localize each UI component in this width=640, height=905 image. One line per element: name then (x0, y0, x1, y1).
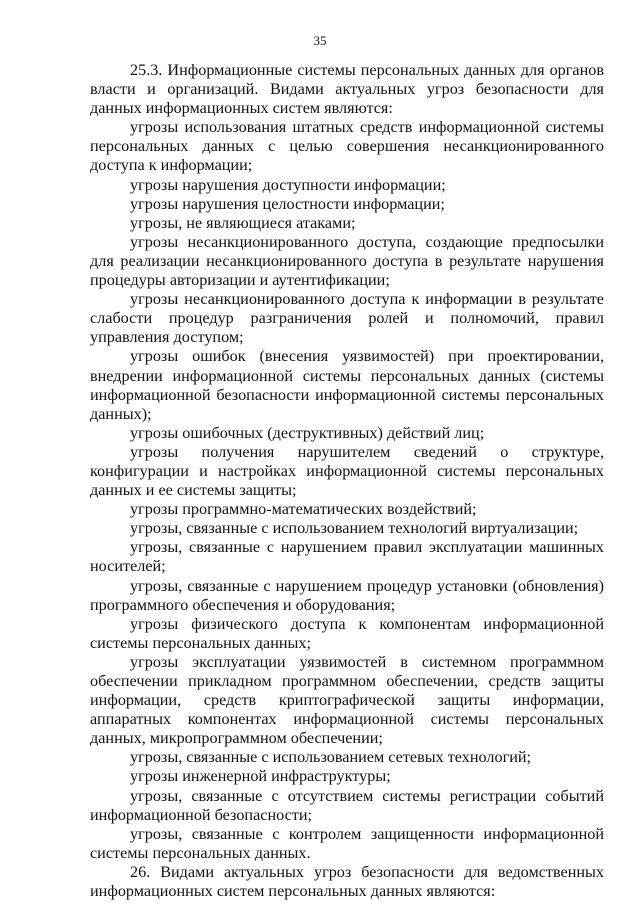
paragraph-threat: угрозы нарушения доступности информации; (130, 175, 446, 194)
paragraph-threat: угрозы, связанные с нарушением процедур установки (обновления) программного обеспечения и оборудования; (90, 576, 604, 614)
paragraph-threat: угрозы, связанные с использованием сетевых технологий; (130, 748, 532, 767)
paragraph-threat: угрозы, связанные с использованием технологий виртуализации; (130, 519, 579, 538)
body-text (90, 61, 604, 901)
paragraph-threat: угрозы нарушения целостности информации; (130, 194, 445, 213)
paragraph-threat: угрозы инженерной инфраструктуры; (130, 767, 391, 786)
paragraph-threat: угрозы ошибочных (деструктивных) действий лиц; (130, 423, 485, 442)
page-number: 35 (313, 33, 327, 48)
paragraph-section-25-3: 25.3. Информационные системы персональных данных для органов власти и организаций. Видами актуальных угроз безопасности для данных информационных систем являются: (90, 61, 604, 118)
paragraph-threat: угрозы, связанные с нарушением правил эксплуатации машинных носителей; (90, 538, 604, 576)
paragraph-threat: угрозы, связанные с контролем защищенности информационной системы персональных данных. (90, 824, 604, 862)
paragraph-threat: угрозы использования штатных средств информационной системы персональных данных с целью совершения несанкционированного доступа к информации; (90, 118, 604, 175)
paragraph-threat: угрозы программно-математических воздействий; (130, 500, 477, 519)
paragraph-threat: угрозы несанкционированного доступа к информации в результате слабости процедур разграничения ролей и полномочий, правил управления доступом; (90, 290, 604, 347)
paragraph-section-26: 26. Видами актуальных угроз безопасности для ведомственных информационных систем персональных данных являются: (90, 862, 604, 901)
paragraph-threat: угрозы ошибок (внесения уязвимостей) при проектировании, внедрении информационной системы персональных данных (системы информационной безопасности информационной системы персональных данных); (90, 347, 604, 423)
paragraph-threat: угрозы эксплуатации уязвимостей в системном программном обеспечении прикладном программном обеспечении, средств защиты информации, средств криптографической защиты информации, аппаратных компонентах информационной системы персональных данных, микропрограммном обеспечении; (90, 652, 604, 748)
paragraph-threat: угрозы получения нарушителем сведений о структуре, конфигурации и настройках информационной системы персональных данных и ее системы защиты; (90, 442, 604, 500)
paragraph-threat: угрозы физического доступа к компонентам информационной системы персональных данных; (90, 614, 604, 652)
paragraph-threat: угрозы, не являющиеся атаками; (130, 213, 356, 232)
paragraph-threat: угрозы, связанные с отсутствием системы регистрации событий информационной безопасности; (90, 786, 604, 824)
paragraph-threat: угрозы несанкционированного доступа, создающие предпосылки для реализации несанкционированного доступа в результате нарушения процедуры авторизации и аутентификации; (90, 232, 604, 290)
